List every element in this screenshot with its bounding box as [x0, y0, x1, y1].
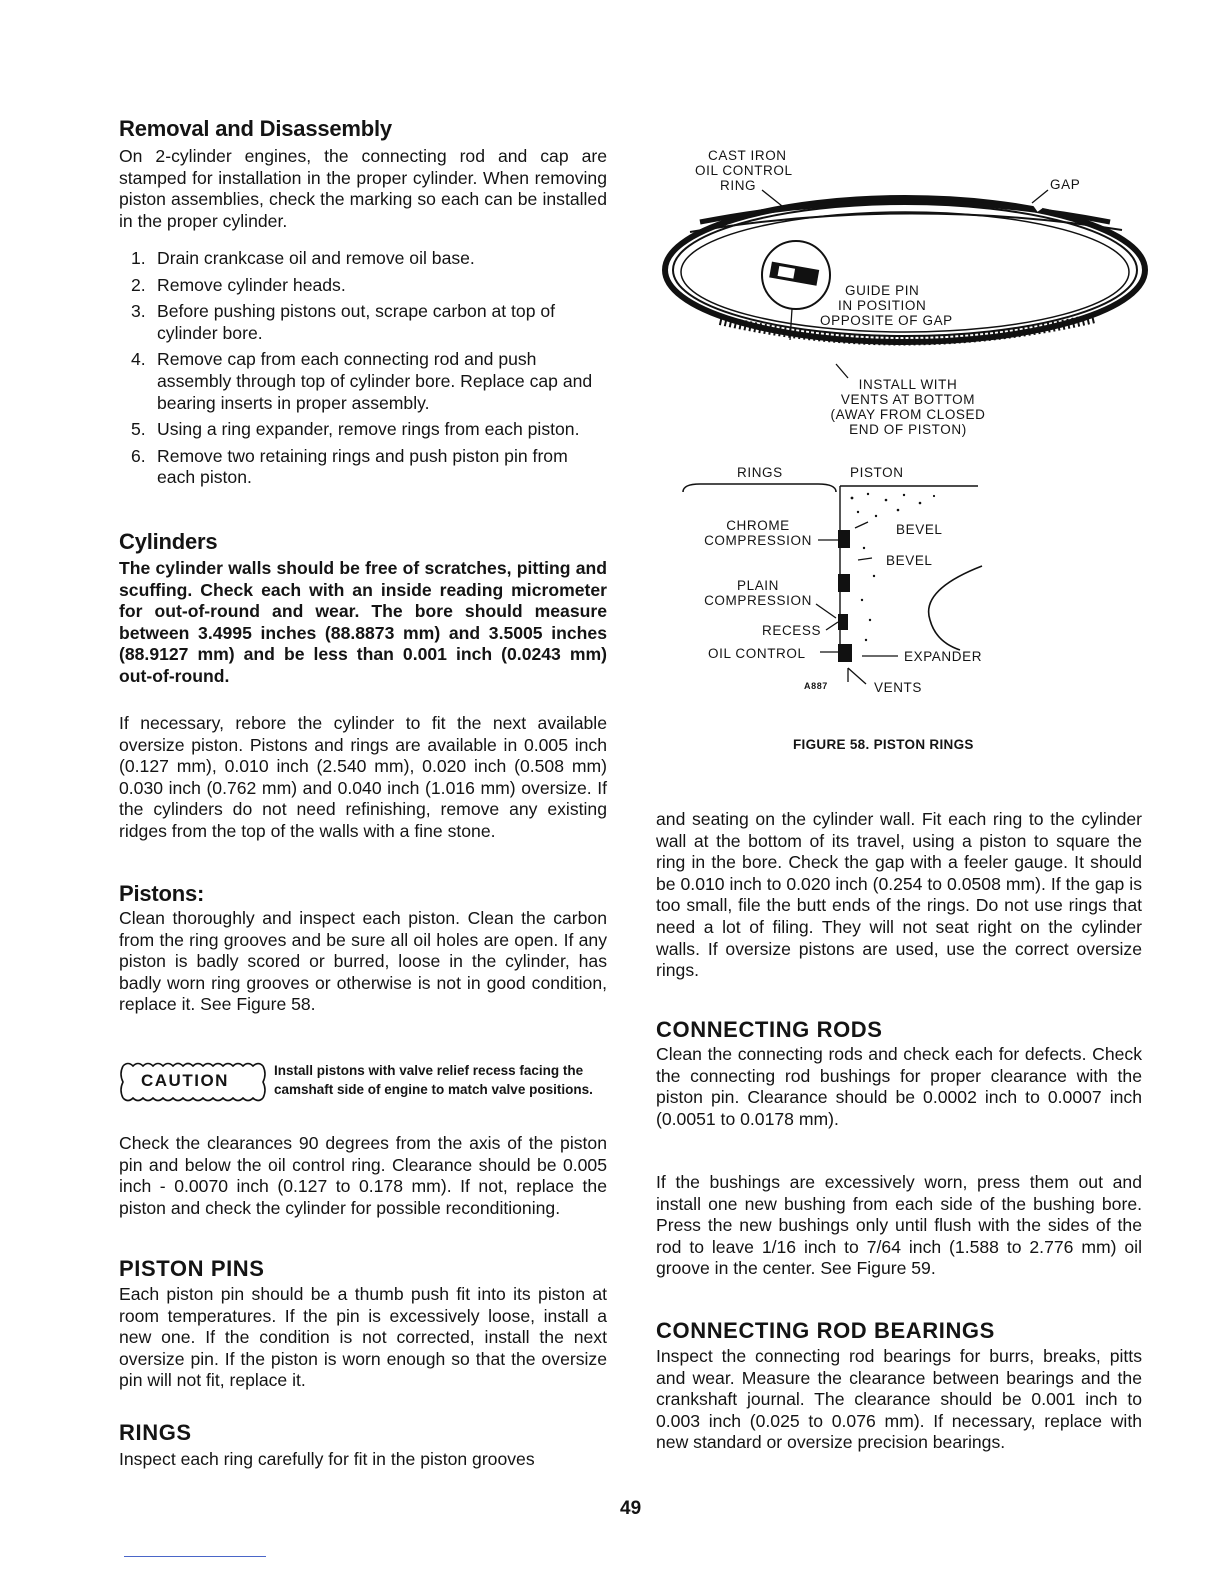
label-install: INSTALL WITH VENTS AT BOTTOM (AWAY FROM CLOSED END OF PISTON) — [830, 377, 986, 437]
label-vents: VENTS — [874, 680, 923, 695]
rod-bearings-para: Inspect the connecting rod bearings for burrs, breaks, pitts and wear. Measure the clearance between bearings and the crankshaft journal. The clearance should be 0.001 inch to 0.003 inch (0.025 to 0.076 mm). If necessary, replace with new standard or oversize precision bearings. — [656, 1346, 1142, 1453]
label-rings: RINGS — [737, 465, 783, 480]
list-item: 1. Drain crankcase oil and remove oil base. — [131, 248, 475, 268]
page-number: 49 — [620, 1498, 642, 1519]
label-figure-code: A887 — [804, 681, 828, 691]
list-item: 6. Remove two retaining rings and push piston pin from each piston. — [131, 445, 568, 488]
piston-pins-heading: PISTON PINS — [119, 1256, 265, 1281]
oil-control-ring-drawing — [0, 0, 1224, 780]
clearance-para: Check the clearances 90 degrees from the axis of the piston pin and below the oil control ring. Clearance should be 0.005 inch - 0.0070 inch (0.127 to 0.178 mm). If not, replace the piston and check the cylinder for possible reconditioning. — [119, 1133, 607, 1218]
label-gap: GAP — [1050, 177, 1081, 192]
caution-text: Install pistons with valve relief recess facing the camshaft side of engine to match valve positions. — [274, 1063, 593, 1097]
caution-label: CAUTION — [141, 1071, 229, 1090]
piston-pins-para: Each piston pin should be a thumb push fit into its piston at room temperatures. If the pin is excessively loose, install a new one. If the condition is not corrected, install the next oversize pin. If the piston is worn enough so that the oversize pin will not fit, replace it. — [119, 1284, 607, 1391]
pistons-heading: Pistons: — [119, 881, 205, 906]
list-item: 3. Before pushing pistons out, scrape carbon at top of cylinder bore. — [131, 301, 556, 343]
rod-bearings-heading: CONNECTING ROD BEARINGS — [656, 1318, 995, 1343]
connecting-rods-heading: CONNECTING RODS — [656, 1017, 883, 1042]
connecting-rods-para-1: Clean the connecting rods and check each for defects. Check the connecting rod bushings for proper clearance with the piston pin. Clearance should be 0.0002 inch to 0.0007 inch (0.0051 to 0.0178 mm). — [656, 1044, 1142, 1129]
cylinders-para-1: The cylinder walls should be free of scratches, pitting and scuffing. Check each with an inside reading micrometer for out-of-round and wear. The bore should measure between 3.4995 inches (88.8873 mm) and 3.5005 inches (88.9127 mm) and be less than 0.001 inch (0.0243 mm) out-of-round. — [119, 558, 607, 686]
label-recess: RECESS — [762, 623, 822, 638]
removal-heading: Removal and Disassembly — [119, 116, 392, 141]
label-plain-compression: PLAIN COMPRESSION — [704, 578, 812, 608]
label-bevel-1: BEVEL — [896, 522, 943, 537]
rings-continued-para: and seating on the cylinder wall. Fit each ring to the cylinder wall at the bottom of its travel, using a piston to square the ring in the bore. Check the gap with a feeler gauge. It should be 0.010 inch to 0.020 inch (0.254 to 0.0508 mm). If the gap is too small, file the butt ends of the rings. Do not use rings that need a lot of filing. They will not seat right on the cylinder walls. If oversize pistons are used, use the correct oversize rings. — [656, 809, 1142, 981]
label-chrome-compression: CHROME COMPRESSION — [704, 518, 812, 548]
label-bevel-2: BEVEL — [886, 553, 933, 568]
connecting-rods-para-2: If the bushings are excessively worn, press them out and install one new bushing from each side of the bushing bore. Press the new bushings only until flush with the sides of the rod to leave 1/16 inch to 7/64 inch (1.588 to 2.776 mm) oil groove in the center. See Figure 59. — [656, 1172, 1142, 1279]
footer-rule — [124, 1556, 266, 1557]
list-item: 5. Using a ring expander, remove rings from each piston. — [131, 419, 580, 440]
removal-intro: On 2-cylinder engines, the connecting rod and cap are stamped for installation in the proper cylinder. When removing piston assemblies, check the marking so each can be installed in the proper cylinder. — [119, 146, 607, 231]
label-cast-iron: CAST IRON OIL CONTROL RING — [695, 148, 793, 193]
rings-para: Inspect each ring carefully for fit in the piston grooves — [119, 1449, 535, 1469]
list-item: 4. Remove cap from each connecting rod and push assembly through top of cylinder bore. Replace cap and bearing inserts in proper assembly. — [131, 349, 593, 413]
label-guide-pin: GUIDE PIN IN POSITION OPPOSITE OF GAP — [820, 283, 953, 328]
label-expander: EXPANDER — [904, 649, 983, 664]
pistons-para: Clean thoroughly and inspect each piston. Clean the carbon from the ring grooves and be sure all oil holes are open. If any piston is badly scored or burred, loose in the cylinder, has badly worn ring grooves or otherwise is not in good condition, replace it. See Figure 58. — [119, 908, 607, 1015]
caution-badge — [119, 1060, 265, 1104]
label-oil-control: OIL CONTROL — [708, 646, 806, 661]
cylinders-heading: Cylinders — [119, 529, 218, 554]
label-piston: PISTON — [850, 465, 904, 480]
list-item: 2. Remove cylinder heads. — [131, 274, 346, 295]
cylinders-para-2: If necessary, rebore the cylinder to fit the next available oversize piston. Pistons and rings are available in 0.005 inch (0.127 mm), 0.010 inch (2.540 mm), 0.020 inch (0.508 mm) 0.030 inch (0.762 mm) and 0.040 inch (1.016 mm) oversize. If the cylinders do not need refinishing, remove any existing ridges from the top of the walls with a fine stone. — [119, 713, 607, 841]
rings-heading: RINGS — [119, 1420, 192, 1445]
figure-caption: FIGURE 58. PISTON RINGS — [793, 737, 974, 752]
